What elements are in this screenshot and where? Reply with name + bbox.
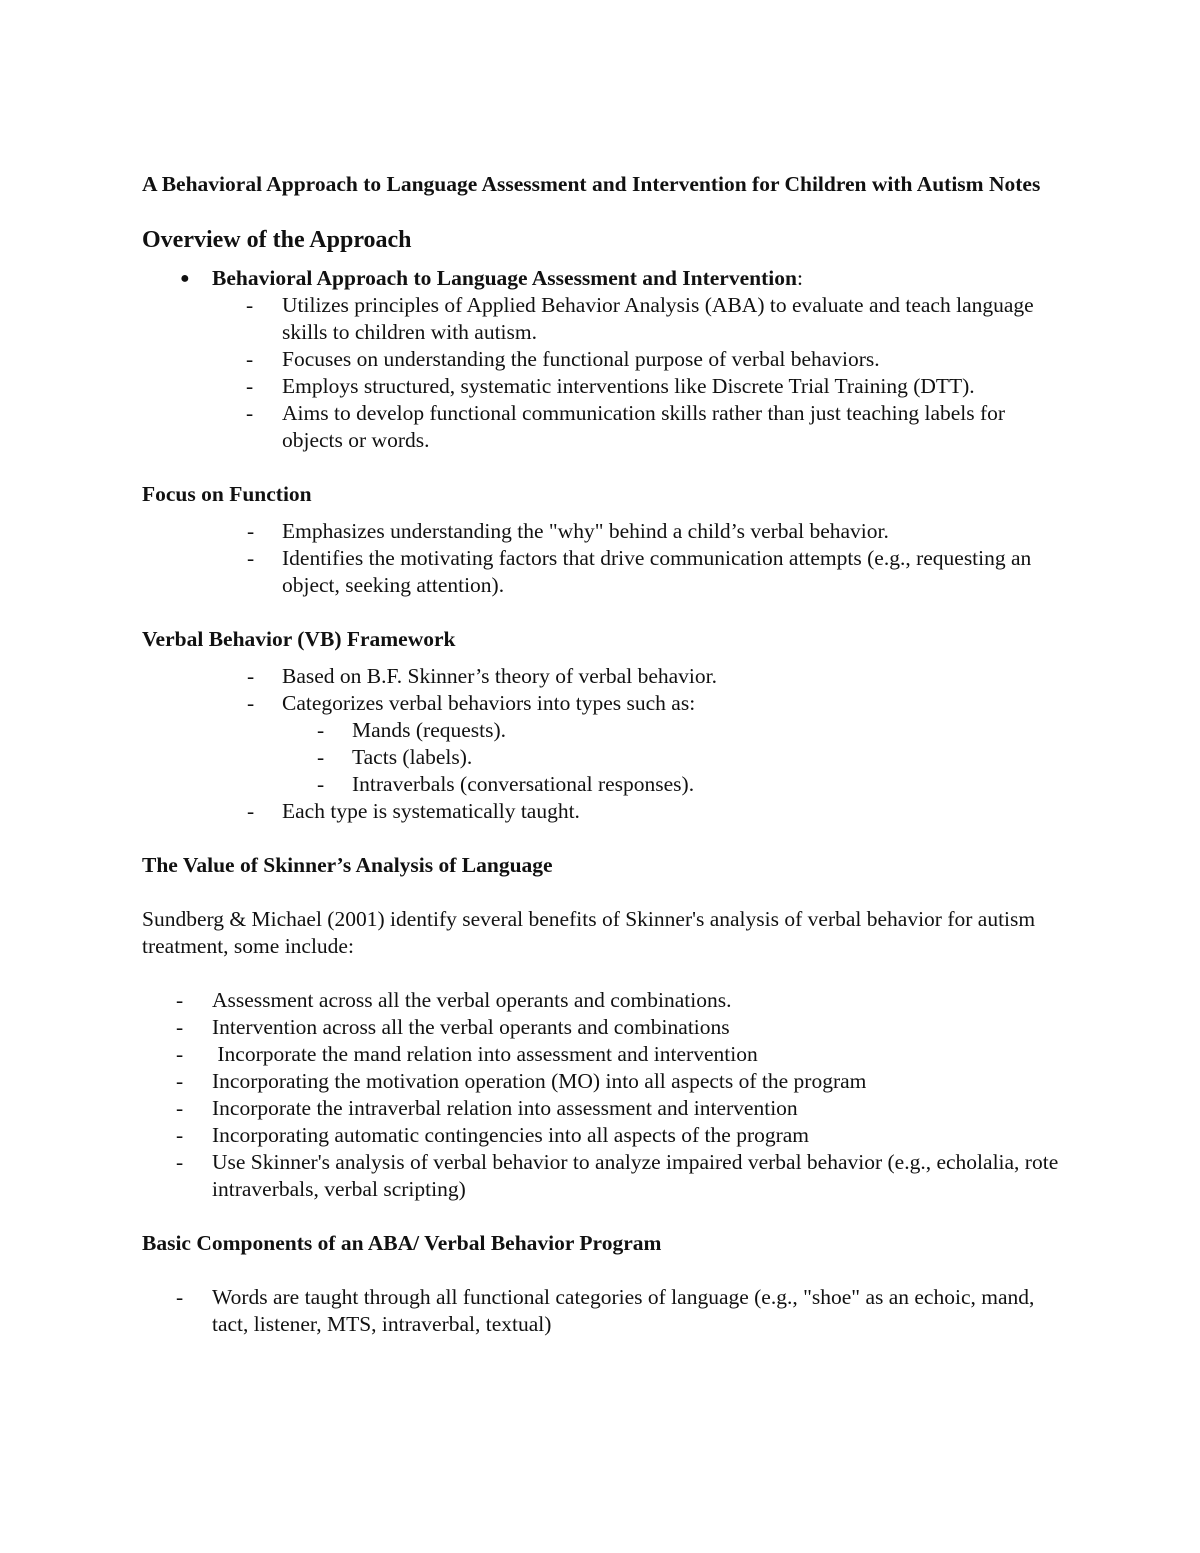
dash-icon: -	[176, 1285, 184, 1309]
overview-bullet	[142, 265, 1062, 454]
list-item	[142, 518, 1062, 545]
dash-icon: -	[247, 799, 255, 823]
list-item	[142, 717, 1062, 744]
vb-sub-list	[142, 717, 1062, 798]
list-item-text: Incorporate the intraverbal relation into assessment and intervention	[212, 1096, 798, 1120]
dash-icon: -	[176, 1123, 184, 1147]
list-item-text: Intraverbals (conversational responses).	[352, 772, 695, 796]
bullet-icon: ●	[180, 270, 190, 287]
list-item-text: Focuses on understanding the functional purpose of verbal behaviors.	[282, 347, 880, 371]
overview-heading: Overview of the Approach	[142, 227, 412, 253]
dash-icon: -	[317, 772, 325, 796]
dash-icon: -	[247, 519, 255, 543]
list-item-text: Identifies the motivating factors that drive communication attempts (e.g., requesting an object, seeking attention).	[282, 546, 1032, 597]
list-item	[142, 1041, 1062, 1068]
list-item	[142, 1095, 1062, 1122]
list-item	[142, 987, 1062, 1014]
list-item-text: Utilizes principles of Applied Behavior Analysis (ABA) to evaluate and teach language skills to children with autism.	[282, 293, 1034, 344]
value-list	[142, 987, 1062, 1203]
dash-icon: -	[176, 1096, 184, 1120]
list-item-text: Incorporate the mand relation into assessment and intervention	[212, 1042, 758, 1066]
value-heading: The Value of Skinner’s Analysis of Language	[142, 853, 553, 877]
components-list	[142, 1284, 1062, 1338]
list-item-text: Each type is systematically taught.	[282, 799, 580, 823]
components-heading: Basic Components of an ABA/ Verbal Behavior Program	[142, 1231, 662, 1255]
list-item-text: Emphasizes understanding the "why" behind a child’s verbal behavior.	[282, 519, 889, 543]
list-item-text: Tacts (labels).	[352, 745, 473, 769]
list-item-text: Mands (requests).	[352, 718, 507, 742]
list-item-text: Assessment across all the verbal operants and combinations.	[212, 988, 732, 1012]
dash-icon: -	[317, 718, 325, 742]
vb-list-end	[142, 798, 1062, 825]
function-list	[142, 518, 1062, 599]
list-item	[212, 292, 1062, 346]
list-item	[142, 771, 1062, 798]
list-item-text: Incorporating automatic contingencies into all aspects of the program	[212, 1123, 810, 1147]
document-title: A Behavioral Approach to Language Assessment and Intervention for Children with Autism Notes	[142, 172, 1041, 196]
list-item	[142, 744, 1062, 771]
overview-bullet-list	[142, 265, 1062, 454]
vb-list	[142, 663, 1062, 717]
list-item-text: Words are taught through all functional categories of language (e.g., "shoe" as an echoic, mand, tact, listener, MTS, intraverbal, textual)	[212, 1285, 1035, 1336]
dash-icon: -	[246, 293, 254, 317]
list-item	[142, 1068, 1062, 1095]
list-item-text: Categorizes verbal behaviors into types such as:	[282, 691, 696, 715]
list-item	[212, 400, 1062, 454]
list-item	[212, 373, 1062, 400]
dash-icon: -	[176, 1069, 184, 1093]
list-item	[142, 663, 1062, 690]
list-item-text: Use Skinner's analysis of verbal behavior to analyze impaired verbal behavior (e.g., echolalia, rote intraverbals, verbal scripting)	[212, 1150, 1059, 1201]
list-item	[142, 545, 1062, 599]
dash-icon: -	[246, 347, 254, 371]
list-item-text: Incorporating the motivation operation (MO) into all aspects of the program	[212, 1069, 867, 1093]
list-item	[142, 690, 1062, 717]
dash-icon: -	[317, 745, 325, 769]
list-item	[142, 1284, 1062, 1338]
dash-icon: -	[247, 664, 255, 688]
list-item	[212, 346, 1062, 373]
value-intro: Sundberg & Michael (2001) identify several benefits of Skinner's analysis of verbal behavior for autism treatment, some include:	[142, 907, 1036, 958]
list-item	[142, 798, 1062, 825]
dash-icon: -	[246, 401, 254, 425]
dash-icon: -	[176, 988, 184, 1012]
dash-icon: -	[247, 691, 255, 715]
list-item	[142, 1149, 1062, 1203]
vb-heading: Verbal Behavior (VB) Framework	[142, 627, 456, 651]
list-item	[142, 1014, 1062, 1041]
overview-bullet-label: Behavioral Approach to Language Assessment and Intervention	[212, 266, 797, 290]
overview-sub-list	[212, 292, 1062, 454]
dash-icon: -	[176, 1015, 184, 1039]
document-page	[142, 170, 1062, 1338]
dash-icon: -	[247, 546, 255, 570]
dash-icon: -	[176, 1042, 184, 1066]
function-heading: Focus on Function	[142, 482, 312, 506]
list-item-text: Employs structured, systematic interventions like Discrete Trial Training (DTT).	[282, 374, 975, 398]
list-item-text: Aims to develop functional communication skills rather than just teaching labels for objects or words.	[282, 401, 1006, 452]
overview-bullet-suffix: :	[796, 266, 803, 290]
dash-icon: -	[246, 374, 254, 398]
dash-icon: -	[176, 1150, 184, 1174]
list-item-text: Based on B.F. Skinner’s theory of verbal behavior.	[282, 664, 717, 688]
list-item-text: Intervention across all the verbal operants and combinations	[212, 1015, 730, 1039]
list-item	[142, 1122, 1062, 1149]
